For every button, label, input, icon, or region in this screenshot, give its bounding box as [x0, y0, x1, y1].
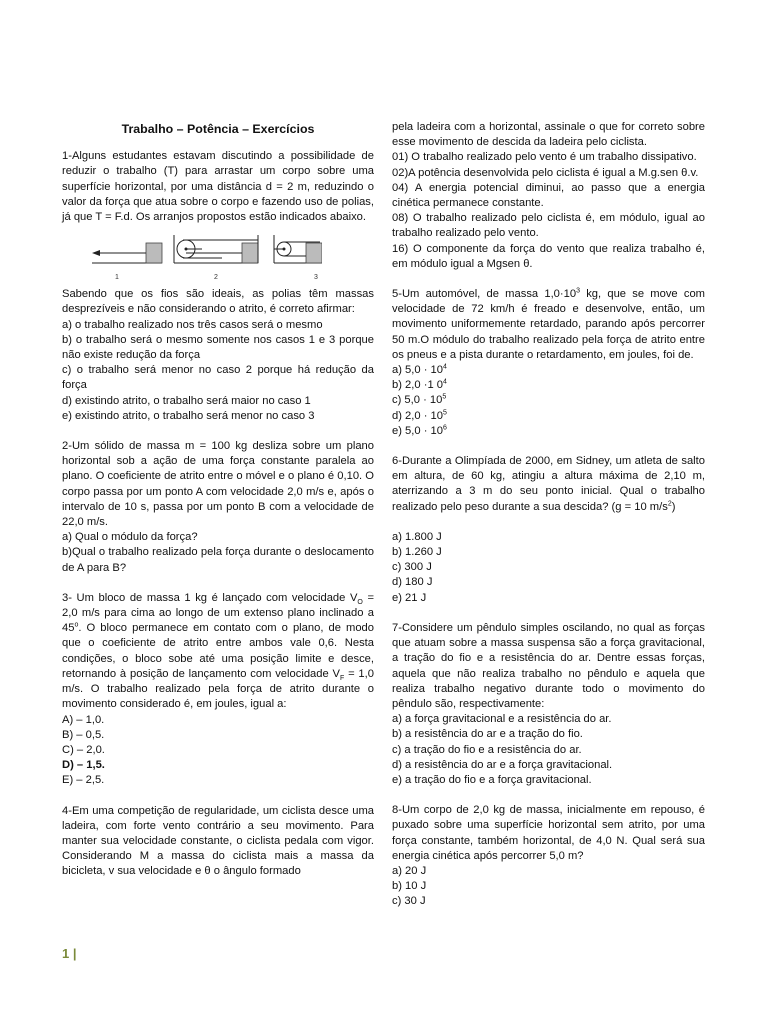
q2-option-a: a) Qual o módulo da força? — [62, 531, 198, 544]
q6-option-e: e) 21 J — [392, 591, 427, 604]
block-3 — [306, 243, 322, 263]
q3-option-e: E) – 2,5. — [62, 774, 105, 787]
q4-option-08: 08) O trabalho realizado pelo ciclista é, em módulo, igual ao trabalho realizado pelo vento. — [392, 212, 705, 240]
q5-option-b: b) 2,0 ·1 $0^4$ — [392, 378, 447, 392]
q7-option-c: c) a tração do fio e a resistência do ar. — [392, 743, 582, 756]
q6-stem: 6-Durante a Olimpíada de 2000, em Sidney, um atleta de salto em altura, de 60 kg, atingiu a altura máxima de 2,10 m, aterrizando a 3 m do seu ponto inicial. Qual o trabalho realizado pelo peso durante a sua descida? (g = 10 $m/s^2$) — [392, 455, 705, 513]
q8-option-b: b) 10 J — [392, 880, 427, 893]
q3-option-c: C) – 2,0. — [62, 743, 105, 756]
q1-intro: 1-Alguns estudantes estavam discutindo a possibilidade de reduzir o trabalho (T) para arrastar um corpo sobre uma superfície horizontal, por uma distância d = 2 m, reduzindo o valor da força que atua sobre o corpo e fazendo uso de polias, já que T = F.d. Os arranjos propostos estão indicados abaixo. — [62, 150, 374, 224]
q6-option-b: b) 1.260 J — [392, 546, 442, 559]
arrow-1 — [92, 250, 100, 256]
q5-option-d: d) $2,0 \cdot 10^5$ — [392, 408, 447, 422]
q5-option-c: c) $5,0 \cdot 10^5$ — [392, 393, 447, 407]
right-column — [392, 120, 705, 910]
q1-option-d: d) existindo atrito, o trabalho será maior no caso 1 — [62, 394, 311, 407]
subscript-o: O — [357, 599, 363, 607]
q5-option-e: e) $5,0 \cdot 10^6$ — [392, 424, 447, 437]
figure-label-1: 1 — [115, 274, 119, 282]
q3-stem: 3- Um bloco de massa 1 kg é lançado com velocidade $V_O = 2,0$ m/s para cima ao longo de um extenso plano inclinado a 45$^o$. O bloco permanece em contato com o plano, de modo que o coeficiente de atrito entre ambos vale 0,6. Nesta condições, o bloco sobe até uma posição limite e desce, retornando à posição de lançamento com velocidade $V_F = 1,0$ m/s. O trabalho realizado pela força de atrito durante o movimento considerado é, em joules, igual a: — [62, 591, 374, 711]
q1-option-a: a) o trabalho realizado nos três casos será o mesmo — [62, 318, 323, 331]
q6-option-c: c) 300 J — [392, 561, 432, 574]
q7-option-a: a) a força gravitacional e a resistência do ar. — [392, 713, 612, 726]
q4-option-02: 02)A potência desenvolvida pelo ciclista é igual a M.g.sen θ.v. — [392, 166, 699, 179]
page-number: 1 | — [62, 946, 77, 961]
q4-stem-right: pela ladeira com a horizontal, assinale o que for correto sobre esse movimento de descida da ladeira pelo ciclista. — [392, 121, 705, 149]
q5-stem: 5-Um automóvel, de massa $1,0\cdot 10^3$ kg, que se move com velocidade de 72 km/h é freado e desenvolve, então, um movimento uniformemente retardado, parando após percorrer 50 m.O módulo do trabalho realizado pela força de atrito entre os pneus e a pista durante o retardamento, em joules, foi de. — [392, 287, 705, 361]
left-column — [62, 120, 374, 880]
q4-option-16: 16) O componente da força do vento que realiza trabalho é, em módulo igual a Mgsen θ. — [392, 242, 705, 270]
exponent: 3 — [576, 287, 580, 295]
q2-option-b: b)Qual o trabalho realizado pela força durante o deslocamento de A para B? — [62, 546, 374, 574]
q3-option-d: D) – 1,5. — [62, 759, 105, 772]
q1-option-e: e) existindo atrito, o trabalho será menor no caso 3 — [62, 409, 315, 422]
q1-option-b: b) o trabalho será o mesmo somente nos casos 1 e 3 porque não existe redução da força — [62, 333, 374, 362]
q7-option-e: e) a tração do fio e a força gravitacional. — [392, 773, 592, 786]
q3-option-b: B) – 0,5. — [62, 728, 105, 741]
block-1 — [146, 243, 162, 263]
block-2 — [242, 243, 258, 263]
q4-stem-left: 4-Em uma competição de regularidade, um ciclista desce uma ladeira, com forte vento contrário a seu movimento. Para manter sua velocidade constante, o ciclista pedala com vigor. Considerando M a massa do ciclista mais a massa da bicicleta, v sua velocidade e θ o ângulo formado — [62, 804, 374, 878]
q3-option-a: A) – 1,0. — [62, 713, 105, 726]
q6-option-a: a) 1.800 J — [392, 530, 442, 543]
q1-stem: Sabendo que os fios são ideais, as polias têm massas desprezíveis e não considerando o atrito, é correto afirmar: — [62, 288, 374, 316]
figure-label-3: 3 — [314, 274, 318, 282]
q4-option-01: 01) O trabalho realizado pelo vento é um trabalho dissipativo. — [392, 151, 697, 164]
q7-stem: 7-Considere um pêndulo simples oscilando, no qual as forças que atuam sobre a massa suspensa são a força gravitacional, a tração do fio e a resistência do ar. Dentre essas forças, aquela que não realiza trabalho no pêndulo e aquela que realiza trabalho negativo durante todo o movimento do pêndulo são, respectivamente: — [392, 621, 705, 710]
page-title: Trabalho – Potência – Exercícios — [121, 122, 315, 136]
subscript-f: F — [339, 675, 345, 683]
q7-option-b: b) a resistência do ar e a tração do fio. — [392, 728, 583, 741]
q8-stem: 8-Um corpo de 2,0 kg de massa, inicialmente em repouso, é puxado sobre uma superfície horizontal sem atrito, por uma força constante, também horizontal, de 4,0 N. Qual será sua energia cinética após percorrer 5,0 m? — [392, 804, 705, 862]
q1-option-c: c) o trabalho será menor no caso 2 porque há redução da força — [62, 364, 374, 392]
q8-option-c: c) 30 J — [392, 895, 426, 908]
pulley-arrangements-figure — [62, 235, 322, 283]
q4-option-04: 04) A energia potencial diminui, ao passo que a energia cinética permanece constante. — [392, 181, 705, 210]
q6-option-d: d) 180 J — [392, 576, 433, 589]
q2-stem: 2-Um sólido de massa m = 100 kg desliza sobre um plano horizontal sob a ação de uma força constante paralela ao plano. O coeficiente de atrito entre o móvel e o plano é 0,10. O corpo passa por um ponto A com velocidade 2,0 m/s e, após o intervalo de 10 s, passa por um ponto B com a velocidade de 22,0 m/s. — [62, 440, 374, 529]
q5-option-a: a) $5,0 \cdot 10^4$ — [392, 363, 447, 377]
degree-mark: o — [74, 621, 79, 629]
figure-label-2: 2 — [214, 274, 218, 282]
q8-option-a: a) 20 J — [392, 864, 427, 877]
q7-option-d: d) a resistência do ar e a força gravitacional. — [392, 758, 613, 771]
